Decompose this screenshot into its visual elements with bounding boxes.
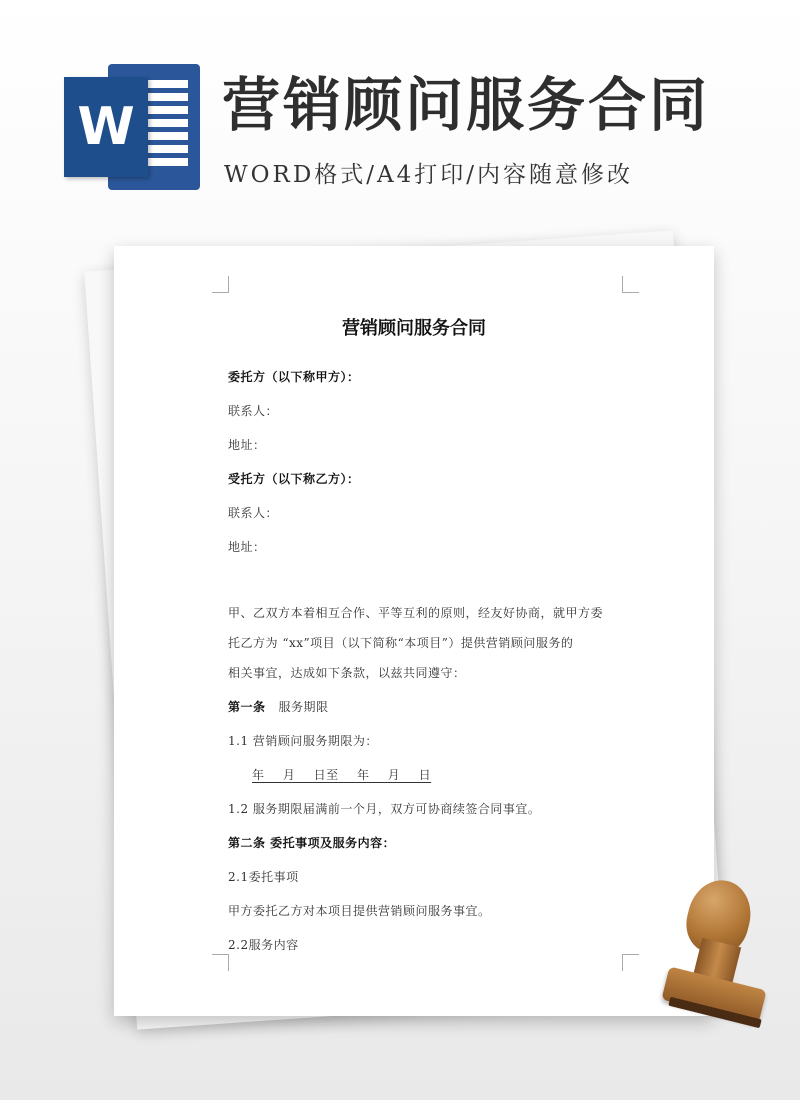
article-1-heading	[228, 698, 328, 715]
document-page	[114, 246, 714, 1016]
banner-subtitle: WORD格式/A4打印/内容随意修改	[224, 162, 633, 188]
intro-line-2: 托乙方为 “xx”项目（以下简称“本项目”）提供营销顾问服务的	[228, 636, 574, 650]
word-logo-letter: W	[64, 77, 148, 177]
word-logo-icon	[64, 64, 200, 190]
service-period-dates: 年 月 日至 年 月 日	[252, 768, 432, 782]
article-1-label: 第一条	[228, 700, 266, 714]
crop-mark-bottom-left	[212, 954, 229, 971]
intro-line-3: 相关事宜，达成如下条款，以兹共同遵守：	[228, 666, 466, 680]
banner-title: 营销顾问服务合同	[222, 71, 711, 139]
party-b-heading: 受托方（以下称乙方）：	[228, 472, 360, 486]
word-logo-lines	[142, 80, 188, 171]
wooden-stamp-icon	[652, 880, 782, 1030]
clause-1-2: 1.2 服务期限届满前一个月，双方可协商续签合同事宜。	[228, 802, 541, 816]
crop-mark-bottom-right	[622, 954, 639, 971]
party-a-heading: 委托方（以下称甲方）：	[228, 370, 360, 384]
article-1-title: 服务期限	[278, 700, 329, 714]
clause-2-1: 2.1委托事项	[228, 870, 299, 884]
clause-2-1-text: 甲方委托乙方对本项目提供营销顾问服务事宜。	[228, 904, 491, 918]
party-a-contact: 联系人：	[228, 404, 279, 418]
party-a-address: 地址：	[228, 438, 266, 452]
party-b-address: 地址：	[228, 540, 266, 554]
document-title: 营销顾问服务合同	[342, 318, 486, 339]
clause-1-1: 1.1 营销顾问服务期限为：	[228, 734, 378, 748]
clause-2-2: 2.2服务内容	[228, 938, 299, 952]
crop-mark-top-right	[622, 276, 639, 293]
intro-line-1: 甲、乙双方本着相互合作、平等互利的原则，经友好协商，就甲方委	[228, 606, 604, 620]
party-b-contact: 联系人：	[228, 506, 279, 520]
article-2-heading: 第二条 委托事项及服务内容：	[228, 836, 396, 850]
crop-mark-top-left	[212, 276, 229, 293]
